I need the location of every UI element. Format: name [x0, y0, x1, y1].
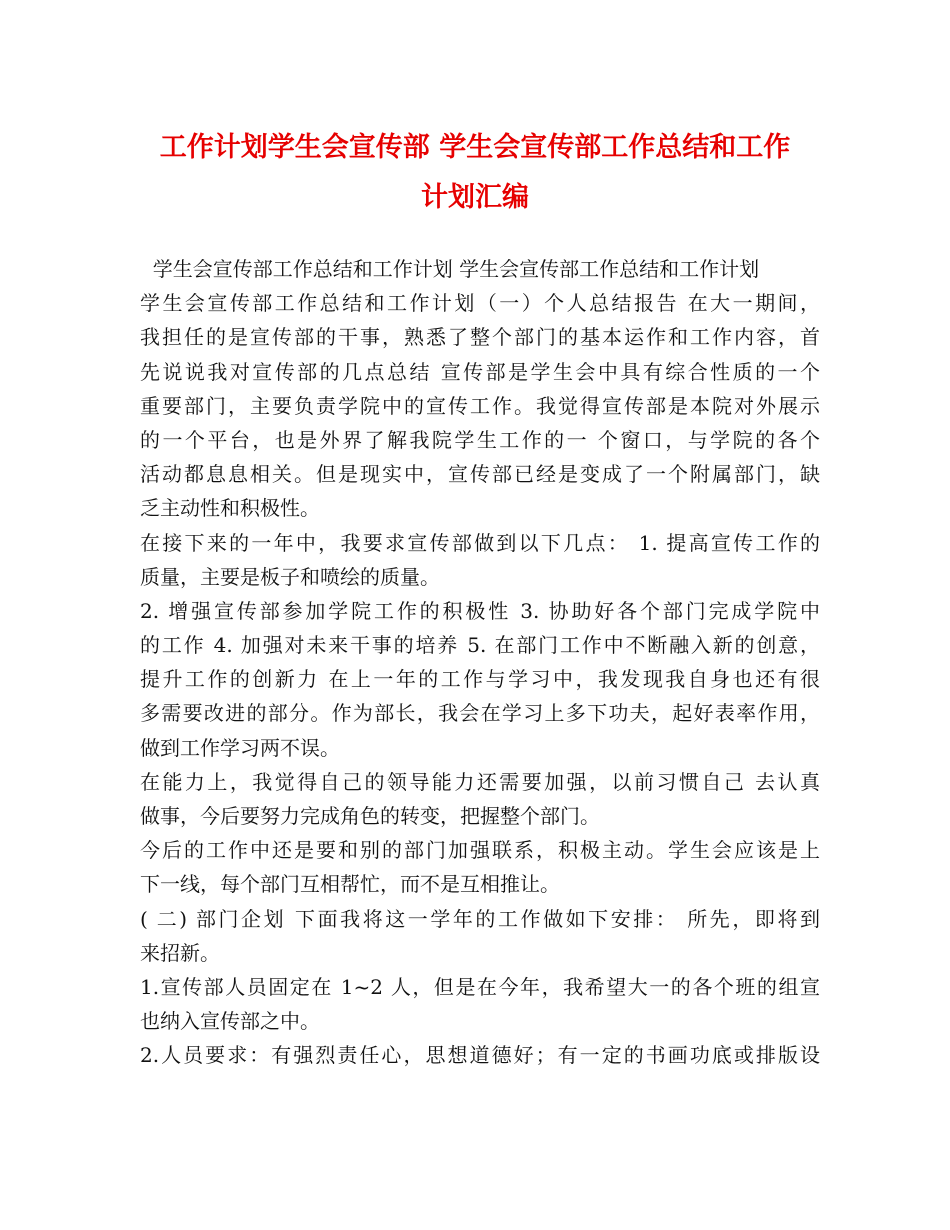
- body-line: 2. 增强宣传部参加学院工作的积极性 3. 协助好各个部门完成学院中: [140, 598, 820, 623]
- body-line: 活动都息息相关。但是现实中，宣传部已经是变成了一个附属部门，缺: [140, 462, 820, 487]
- body-line: 今后的工作中还是要和别的部门加强联系，积极主动。学生会应该是上: [140, 838, 820, 863]
- body-line: 重要部门，主要负责学院中的宣传工作。我觉得宣传部是本院对外展示: [140, 393, 820, 418]
- body-line: 1.宣传部人员固定在 1~2 人，但是在今年，我希望大一的各个班的组宣: [140, 974, 820, 999]
- document-body: [140, 252, 820, 1073]
- body-line: 乏主动性和积极性。: [140, 496, 320, 521]
- body-line: 在能力上，我觉得自己的领导能力还需要加强，以前习惯自己 去认真: [140, 769, 820, 794]
- body-line: 提升工作的创新力 在上一年的工作与学习中，我发现我自身也还有很: [140, 667, 820, 692]
- body-line: 来招新。: [140, 940, 220, 965]
- body-line: 下一线，每个部门互相帮忙，而不是互相推让。: [140, 872, 560, 897]
- body-line: 学生会宣传部工作总结和工作计划 学生会宣传部工作总结和工作计划: [140, 257, 760, 281]
- body-line: 做到工作学习两不误。: [140, 735, 340, 760]
- body-line: 先说说我对宣传部的几点总结 宣传部是学生会中具有综合性质的一个: [140, 359, 820, 384]
- body-line: 的一个平台，也是外界了解我院学生工作的一 个窗口，与学院的各个: [140, 427, 820, 452]
- body-line: 在接下来的一年中，我要求宣传部做到以下几点： 1. 提高宣传工作的: [140, 530, 820, 555]
- body-line: 我担任的是宣传部的干事，熟悉了整个部门的基本运作和工作内容，首: [140, 325, 820, 350]
- body-line: 学生会宣传部工作总结和工作计划（一）个人总结报告 在大一期间，: [140, 291, 820, 316]
- document-title-line-1: 工作计划学生会宣传部 学生会宣传部工作总结和工作: [159, 132, 791, 163]
- body-line: 也纳入宣传部之中。: [140, 1009, 320, 1034]
- body-line: 的工作 4. 加强对未来干事的培养 5. 在部门工作中不断融入新的创意，: [140, 633, 820, 658]
- body-line: 做事，今后要努力完成角色的转变，把握整个部门。: [140, 804, 600, 828]
- body-line: 质量，主要是板子和喷绘的质量。: [140, 564, 440, 589]
- body-line: 2.人员要求：有强烈责任心，思想道德好；有一定的书画功底或排版设: [140, 1043, 820, 1068]
- document-title-line-2: 计划汇编: [421, 182, 529, 213]
- body-line: 多需要改进的部分。作为部长，我会在学习上多下功夫，起好表率作用，: [140, 701, 820, 726]
- body-line: ( 二) 部门企划 下面我将这一学年的工作做如下安排： 所先，即将到: [140, 906, 820, 931]
